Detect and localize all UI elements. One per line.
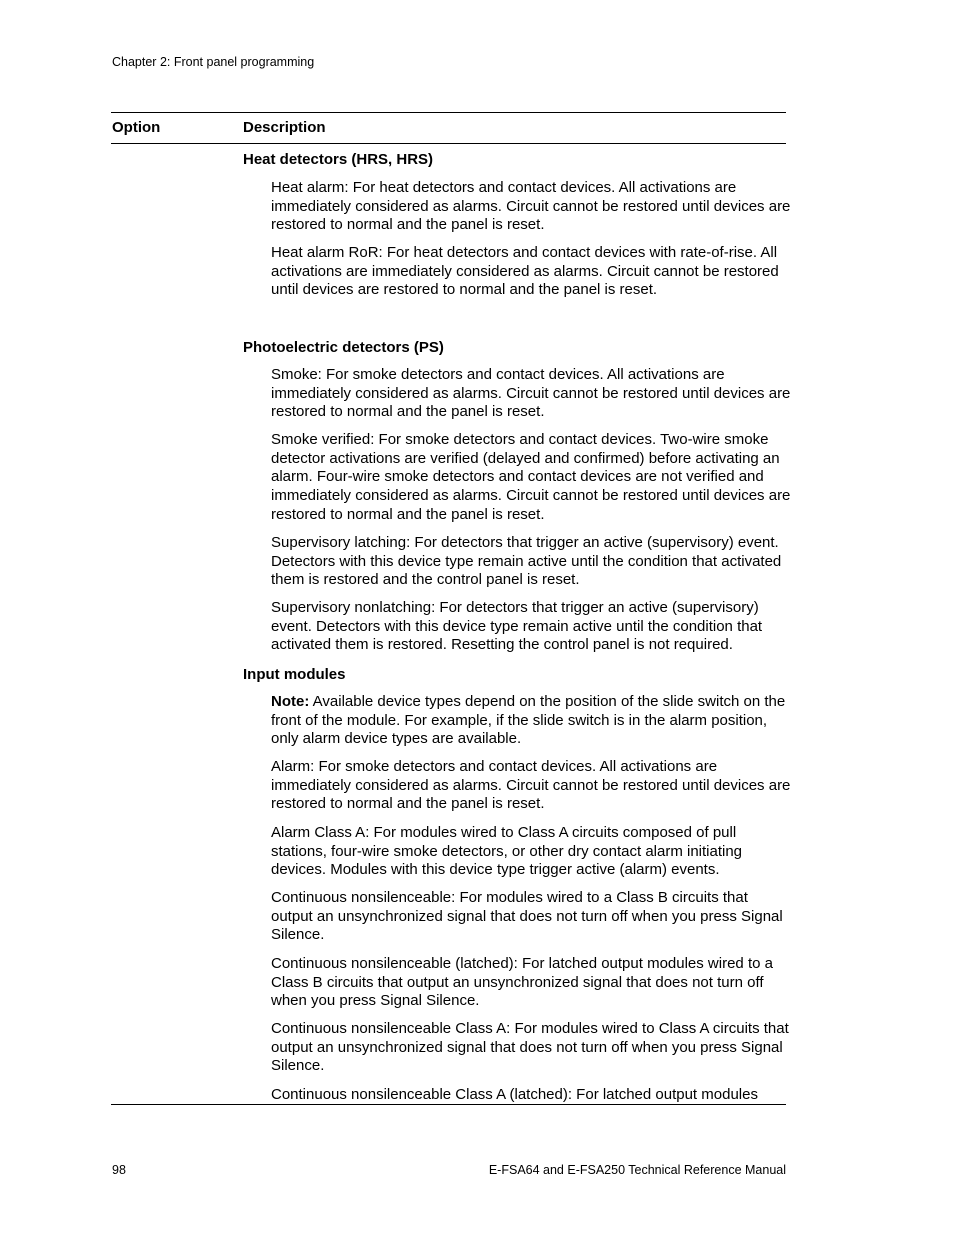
table-header-rule [111,143,786,144]
page-number: 98 [112,1163,126,1177]
supervisory-latching-paragraph: Supervisory latching: For detectors that trigger an active (supervisory) event. Detectors with this device type remain active until the condition that activated them is restored and the control panel is reset. [271,534,782,589]
note-paragraph [271,693,791,749]
heat-detectors-heading: Heat detectors (HRS, HRS) [243,151,434,168]
table-top-rule [111,112,786,113]
manual-title: E-FSA64 and E-FSA250 Technical Reference Manual [488,1163,786,1177]
heat-alarm-paragraph: Heat alarm: For heat detectors and contact devices. All activations are immediately considered as alarms. Circuit cannot be restored until devices are restored to normal and the panel is reset. [271,179,791,234]
note-text: Available device types depend on the position of the slide switch on the front of the module. For example, if the slide switch is in the alarm position, only alarm device types are available. [271,693,786,748]
column-header-option: Option [112,119,161,136]
table-bottom-rule [111,1104,786,1105]
supervisory-nonlatching-paragraph: Supervisory nonlatching: For detectors that trigger an active (supervisory) event. Detectors with this device type remain active until the condition that activated them is restored. Resetting the control panel is not required. [271,599,763,654]
continuous-nonsilenceable-class-a-latched-paragraph: Continuous nonsilenceable Class A (latched): For latched output modules [271,1086,758,1103]
alarm-class-a-paragraph: Alarm Class A: For modules wired to Class A circuits composed of pull stations, four-wire smoke detectors, or other dry contact alarm initiating devices. Modules with this device type trigger active (alarm) events. [271,824,743,879]
smoke-verified-paragraph: Smoke verified: For smoke detectors and contact devices. Two-wire smoke detector activations are verified (delayed and confirmed) before activating an alarm. Four-wire smoke detectors and contact devices are not verified and immediately considered as alarms. Circuit cannot be restored until devices are restored to normal and the panel is reset. [271,431,791,523]
running-header: Chapter 2: Front panel programming [112,55,315,69]
continuous-nonsilenceable-latched-paragraph: Continuous nonsilenceable (latched): For latched output modules wired to a Class B circuits that output an unsynchronized signal that does not turn off when you press Signal Silence. [271,955,773,1010]
continuous-nonsilenceable-paragraph: Continuous nonsilenceable: For modules wired to a Class B circuits that output an unsynchronized signal that does not turn off when you press Signal Silence. [271,889,783,944]
column-header-description: Description [243,119,326,136]
alarm-paragraph: Alarm: For smoke detectors and contact devices. All activations are immediately considered as alarms. Circuit cannot be restored until devices are restored to normal and the panel is reset. [271,758,791,813]
smoke-paragraph: Smoke: For smoke detectors and contact devices. All activations are immediately considered as alarms. Circuit cannot be restored until devices are restored to normal and the panel is reset. [271,366,791,421]
note-label: Note: [271,693,310,710]
heat-alarm-ror-paragraph: Heat alarm RoR: For heat detectors and contact devices with rate-of-rise. All activations are immediately considered as alarms. Circuit cannot be restored until devices are restored to normal and the panel is reset. [271,244,779,299]
input-modules-heading: Input modules [243,666,346,683]
continuous-nonsilenceable-class-a-paragraph: Continuous nonsilenceable Class A: For modules wired to Class A circuits that output an unsynchronized signal that does not turn off when you press Signal Silence. [271,1020,789,1075]
photoelectric-detectors-heading: Photoelectric detectors (PS) [243,339,444,356]
